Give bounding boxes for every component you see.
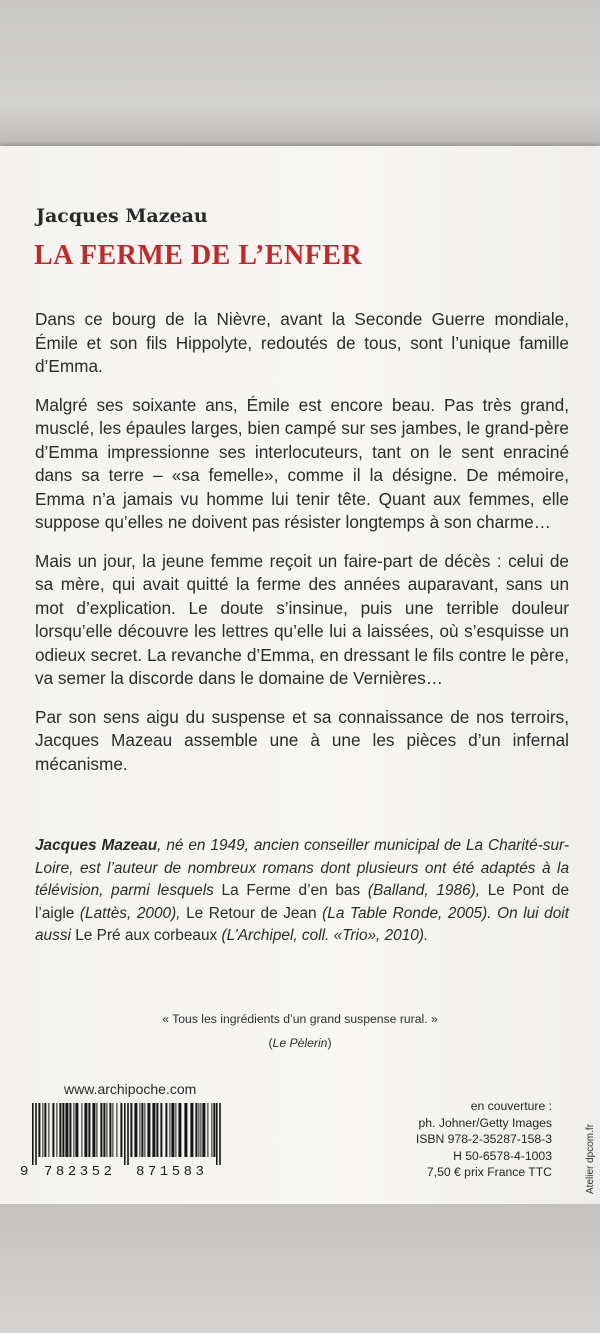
- barcode-bar: [195, 1103, 197, 1157]
- barcode-bar: [211, 1103, 212, 1157]
- blurb-paragraph-1: Dans ce bourg de la Nièvre, avant la Seconde Guerre mondiale, Émile et son fils Hippolyte, redoutés de tous, sont l’unique famille d’Emma.: [35, 309, 569, 376]
- barcode-bar: [59, 1103, 61, 1157]
- barcode-bar: [216, 1103, 218, 1165]
- barcode-bar: [69, 1103, 71, 1157]
- press-quote-source: [0, 1036, 600, 1050]
- background-bottom: [0, 1204, 600, 1333]
- barcode-bar: [88, 1103, 90, 1157]
- barcode-bar: [75, 1103, 78, 1157]
- barcode-bar: [127, 1103, 129, 1165]
- barcode-bar: [96, 1103, 97, 1157]
- bio-work-1: La Ferme d’en bas: [221, 882, 361, 900]
- barcode-bar: [32, 1103, 34, 1165]
- barcode-bar: [207, 1103, 208, 1157]
- barcode-bar: [160, 1103, 162, 1157]
- barcode-bar: [109, 1103, 111, 1157]
- blurb: [35, 308, 569, 791]
- press-quote: « Tous les ingrédients d’un grand suspense rural. »: [162, 1012, 438, 1026]
- source-paren-close: ): [327, 1036, 332, 1050]
- cover-info: [416, 1098, 552, 1181]
- bio-text-3: (Lattès, 2000),: [74, 904, 187, 922]
- author-bio: [35, 835, 569, 948]
- barcode-bar: [184, 1103, 187, 1157]
- barcode-bar: [198, 1103, 199, 1157]
- bio-work-3: Le Retour de Jean: [186, 904, 317, 922]
- bio-work-2: Le Pont de l’aigle: [35, 882, 570, 922]
- barcode-bar: [62, 1103, 64, 1157]
- barcode-bar: [100, 1103, 102, 1157]
- barcode-digits: [20, 1164, 226, 1184]
- barcode-bar: [202, 1103, 205, 1157]
- photo-credit: ph. Johner/Getty Images: [418, 1115, 552, 1130]
- bio-author-name: Jacques Mazeau: [35, 837, 158, 854]
- book-title: LA FERME DE L’ENFER: [34, 240, 363, 271]
- barcode-bar: [175, 1103, 176, 1157]
- barcode-bar: [134, 1103, 137, 1157]
- author-name: Jacques Mazeau: [36, 205, 208, 227]
- barcode-bar: [165, 1103, 167, 1157]
- barcode-bar: [81, 1103, 82, 1157]
- publisher-url: www.archipoche.com: [64, 1081, 197, 1097]
- barcode-bar: [103, 1103, 105, 1157]
- barcode-bar: [156, 1103, 158, 1157]
- barcode-bar: [73, 1103, 74, 1157]
- barcode-bar: [178, 1103, 181, 1157]
- barcode-bar: [139, 1103, 140, 1157]
- barcode-bar: [152, 1103, 155, 1157]
- barcode-bar: [56, 1103, 57, 1157]
- barcode-digit-lead: 9: [20, 1164, 29, 1180]
- barcode-bars: [28, 1103, 226, 1165]
- barcode-bar: [42, 1103, 43, 1157]
- blurb-paragraph-4: Par son sens aigu du suspense et sa connaissance de nos terroirs, Jacques Mazeau assemble une à une les pièces d’un infernal mécanisme.: [35, 706, 569, 774]
- h-code: H 50-6578-4-1003: [453, 1148, 552, 1163]
- barcode-bar: [35, 1103, 37, 1165]
- barcode-bar: [112, 1103, 113, 1157]
- barcode-bar: [44, 1103, 46, 1157]
- cover-credit-label: en couverture :: [470, 1099, 552, 1113]
- barcode-digits-left: 782352: [44, 1164, 116, 1180]
- barcode-bar: [147, 1103, 150, 1157]
- bio-text-2: (Balland, 1986),: [360, 882, 488, 900]
- barcode-bar: [219, 1103, 221, 1165]
- barcode-bar: [130, 1103, 132, 1157]
- background-top: [0, 0, 600, 150]
- barcode-bar: [52, 1103, 54, 1157]
- barcode: [20, 1103, 226, 1183]
- barcode-bar: [38, 1103, 40, 1157]
- source-paren-open: (: [268, 1036, 273, 1050]
- bio-text-4: (La Table Ronde, 2005). On lui doit aussi: [35, 904, 569, 945]
- barcode-bar: [169, 1103, 170, 1157]
- barcode-bar: [144, 1103, 145, 1157]
- barcode-bar: [171, 1103, 174, 1157]
- barcode-bar: [120, 1103, 122, 1157]
- price: 7,50 € prix France TTC: [426, 1165, 552, 1179]
- barcode-bar: [84, 1103, 87, 1157]
- barcode-bar: [213, 1103, 215, 1157]
- blurb-paragraph-2: Malgré ses soixante ans, Émile est encore beau. Pas très grand, musclé, les épaules larges, bien campé sur ses jambes, le grand-père d’Emma impressionne ses interlocuteurs, tant on le sent enraciné dans sa terre – «sa femelle», comme il la désigne. De mémoire, Emma n’a jamais vu homme lui tenir tête. Quant aux femmes, elle suppose qu’elles ne doivent pas résister longtemps à son charme…: [35, 394, 569, 532]
- barcode-bar: [116, 1103, 117, 1157]
- barcode-bar: [48, 1103, 49, 1157]
- studio-credit: Atelier dpcom.fr: [585, 1123, 596, 1194]
- barcode-bar: [92, 1103, 95, 1157]
- source-name: Le Pèlerin: [272, 1036, 328, 1050]
- barcode-bar: [200, 1103, 201, 1157]
- barcode-bar: [65, 1103, 68, 1157]
- barcode-bar: [190, 1103, 193, 1157]
- isbn: ISBN 978-2-35287-158-3: [415, 1132, 552, 1146]
- barcode-bar: [106, 1103, 107, 1157]
- bio-work-4: Le Pré aux corbeaux: [75, 927, 218, 945]
- bio-text-1: , né en 1949, ancien conseiller municipal de La Charité-sur-Loire, est l’auteur de nombreux romans dont plusieurs ont été adaptés à la télévision, parmi lesquels: [35, 837, 569, 900]
- barcode-bar: [141, 1103, 143, 1157]
- barcode-digits-right: 871583: [136, 1164, 208, 1180]
- bio-text-5: (L’Archipel, coll. «Trio», 2010).: [217, 927, 429, 945]
- barcode-bar: [124, 1103, 126, 1165]
- blurb-paragraph-3: Mais un jour, la jeune femme reçoit un faire-part de décès : celui de sa mère, qui avait quitté la ferme des années auparavant, sans un mot d’explication. Le doute s’insinue, puis une terrible douleur lorsqu’elle découvre les lettres qu’elle lui a laissées, où s’esquisse un odieux secret. La revanche d’Emma, en dressant le fils contre le père, va semer la discorde dans le domaine de Vernières…: [35, 550, 569, 688]
